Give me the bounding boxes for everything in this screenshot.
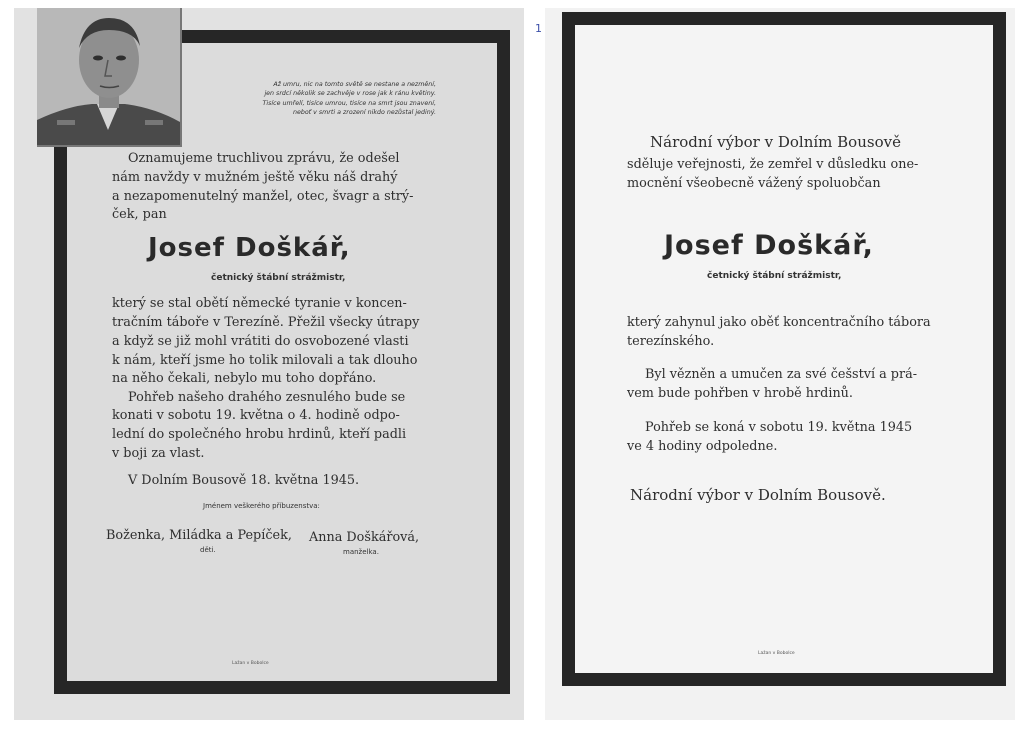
closing-signature: Národní výbor v Dolním Bousově. [630,486,886,504]
imprisonment-line-1: Byl vězněn a umučen za své češství a prá- [645,367,918,382]
committee-heading: Národní výbor v Dolním Bousově [650,133,901,151]
death-line-2: terezínského. [627,334,715,349]
wife-role: manželka. [343,548,379,556]
page-number-mark: 1 [535,22,542,35]
right-printer-imprint: Lažan v Bobolce [758,651,795,656]
deceased-rank-right: četnický štábní strážmistr, [707,271,842,281]
relatives-intro: Jménem veškerého příbuzenstva: [203,502,320,510]
victim-line-4: k nám, kteří jsme ho tolik milovali a tak dlouho [112,353,418,368]
deceased-name-right: Josef Doškář, [664,230,874,261]
funeral-line-1: Pohřeb našeho drahého zesnulého bude se [128,390,406,405]
funeral-line-2: konati v sobotu 19. května o 4. hodině odpo- [112,408,400,423]
funeral-notice-line-1: Pohřeb se koná v sobotu 19. května 1945 [645,420,913,435]
announcement-line-3: a nezapomenutelný manžel, otec, švagr a strý- [112,189,414,204]
victim-line-3: a když se již mohl vrátiti do osvobozené vlasti [112,334,409,349]
announcement-line-2: nám navždy v mužném ještě věku náš drahý [112,170,398,185]
intro-line-2: mocnění všeobecně vážený spoluobčan [627,176,881,191]
victim-line-5: na něho čekali, nebylo mu toho dopřáno. [112,371,377,386]
children-role: děti. [200,546,216,554]
funeral-notice-line-2: ve 4 hodiny odpoledne. [627,439,778,454]
portrait-photo [37,8,182,147]
deceased-name: Josef Doškář, [148,233,351,263]
victim-line-1: který se stal obětí německé tyranie v koncen- [112,296,407,311]
intro-line-1: sděluje veřejnosti, že zemřel v důsledku one- [627,157,919,172]
place-and-date: V Dolním Bousově 18. května 1945. [128,473,360,488]
funeral-line-3: lední do společného hrobu hrdinů, kteří padli [112,427,407,442]
announcement-line-4: ček, pan [112,207,167,222]
imprisonment-line-2: vem bude pohřben v hrobě hrdinů. [627,386,853,401]
announcement-line-1: Oznamujeme truchlivou zprávu, že odešel [128,151,400,166]
left-printer-imprint: Lažan v Bobolce [232,661,269,666]
death-line-1: který zahynul jako oběť koncentračního tábora [627,315,931,330]
deceased-rank: četnický štábní strážmistr, [211,273,346,283]
funeral-line-4: v boji za vlast. [112,446,205,461]
portrait-image [37,8,180,145]
victim-line-2: tračním táboře v Terezíně. Přežil všecky útrapy [112,315,420,330]
wife-name: Anna Doškářová, [309,530,420,545]
memorial-verse: Až umru, nic na tomto světě se nestane a nezmění, jen srdcí několik se zachvěje v rose jak k ránu květiny. Tisíce umřelí, tisíce umrou, tisíce na smrt jsou znavení, neboť v smrti a zrození nikdo nezůstal jediný. [262,81,436,116]
children-names: Boženka, Miládka a Pepíček, [106,528,292,543]
